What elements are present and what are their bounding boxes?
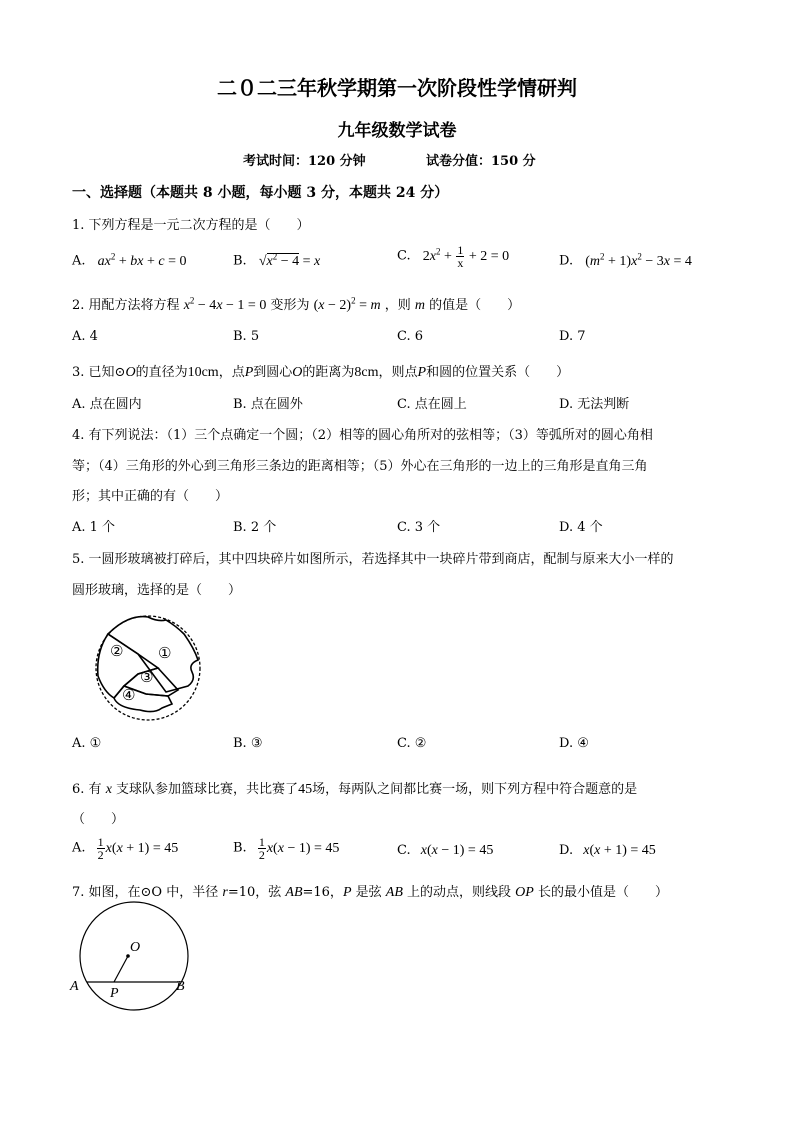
circle-chord-figure [66,900,196,1012]
option-letter: D. [559,253,574,269]
q2-option-d: D. 7 [559,329,586,344]
q3-option-a: A. 点在圆内 [72,397,142,412]
question-5-line-2: 圆形玻璃，选择的是（ ） [72,583,242,598]
option-letter: D. [559,843,574,858]
stem-text: 到圆心 [253,365,293,380]
match-count: 45 [298,782,313,797]
question-4-line-3: 形；其中正确的有（ ） [72,489,229,504]
question-2-stem [72,294,520,314]
question-5-line-1: 5. 一圆形玻璃被打碎后，其中四块碎片如图所示，若选择其中一块碎片带到商店，配制与原来大小一样的 [72,552,674,567]
var-r: r [222,885,228,900]
stem-text: 上的动点，则线段 [402,885,516,900]
option-letter: A. [72,253,86,269]
option-letter: C. [397,248,411,264]
unit-value: 10cm [187,365,219,380]
q6-option-a-expr: $\frac{1}{2}$ x(x + 1) = 45 [97,835,179,862]
exam-subtitle: 九年级数学试卷 [337,121,457,141]
question-1-stem: 1. 下列方程是一元二次方程的是（ ） [72,218,310,233]
question-3-stem [72,361,569,381]
var-P: P [417,365,427,380]
stem-text: 7. 如图，在⊙O 中，半径 [72,885,223,900]
option-letter: B. [233,253,247,269]
q4-option-a: A. 1 个 [72,520,116,535]
q1-option-a [72,251,187,270]
var-AB: AB [285,885,303,900]
q1-option-c-expr: $2x^2$ + $\frac{1}{x}$ + 2 = 0 [422,243,510,270]
stem-text: 支球队参加篮球比赛，共比赛了 [116,782,299,797]
q5-option-d: D. ④ [559,736,589,751]
question-6-line-2: （ ） [72,812,125,827]
stem-text: =10，弦 [227,885,286,900]
var-AB: AB [385,885,403,900]
stem-text: 6. 有 [72,782,102,797]
exam-time: 考试时间：120 分钟 [243,154,366,169]
q1-option-d-expr: $(m^2 + 1)x^2 - 3x = 4$ [585,251,692,269]
question-4-line-2: 等；（4）三角形的外心到三角形三条边的距离相等；（5）外心在三角形的一边上的三角形是直角三角 [72,459,648,474]
q6-option-c [397,843,493,859]
q1-option-a-expr: $ax^2$ + bx + c = 0 [97,251,187,269]
stem-text: 的距离为 [302,365,355,380]
var-x: x [105,782,112,797]
q1-option-c [397,244,509,269]
q6-option-d [559,843,656,859]
stem-text: ，则点 [378,365,418,380]
stem-text: 的值是（ ） [429,298,521,313]
q6-option-a [72,836,178,861]
q3-option-b: B. 点在圆外 [233,397,303,412]
section-heading: 一、选择题（本题共 8 小题，每小题 3 分，本题共 24 分） [72,185,449,201]
q6-option-c-expr: x(x − 1) = 45 [420,843,494,858]
option-letter: A. [72,840,86,856]
q1-option-d [559,251,692,270]
q5-option-a: A. ① [72,736,102,751]
unit-value: 8cm [354,365,379,380]
exam-score: 试卷分值：150 分 [426,154,536,169]
q6-option-b-expr: $\frac{1}{2}$ x(x − 1) = 45 [258,835,340,862]
var-O: O [125,365,136,380]
var-P: P [342,885,352,900]
circle-o [80,902,188,1010]
q2-option-c: C. 6 [397,329,424,344]
q3-option-d: D. 无法判断 [559,397,630,412]
var-P: P [244,365,254,380]
q4-option-d: D. 4 个 [559,520,603,535]
var-O: O [292,365,303,380]
q6-option-b [233,836,339,861]
stem-text: ，则 [384,298,411,313]
q2-option-b: B. 5 [233,329,260,344]
label-a: A [70,979,79,994]
q6-option-d-expr: x(x + 1) = 45 [583,843,656,858]
q4-option-c: C. 3 个 [397,520,441,535]
q1-option-b-expr: $√x^2 - 4 = x$ [258,251,321,269]
q2-equation: $x^2 - 4x - 1 = 0$ [183,295,267,313]
question-7-stem [72,881,668,901]
var-OP: OP [515,885,534,900]
exam-title: 二０二三年秋学期第一次阶段性学情研判 [217,76,577,100]
stem-text: 场，每两队之间都比赛一场，则下列方程中符合题意的是 [312,782,638,797]
fragment-label-1: ① [158,644,172,662]
q3-option-c: C. 点在圆上 [397,397,467,412]
glass-fragments-figure [88,612,208,722]
q5-option-b: B. ③ [233,736,263,751]
question-4-line-1: 4. 有下列说法：（1）三个点确定一个圆；（2）相等的圆心角所对的弦相等；（3）等弧所对的圆心角相 [72,428,653,443]
q2-option-a: A. 4 [72,329,98,344]
stem-text: 的直径为 [135,365,188,380]
option-letter: B. [233,840,247,856]
stem-text: 2. 用配方法将方程 [72,298,180,313]
fragment-label-2: ② [110,642,124,660]
stem-text: 是弦 [351,885,386,900]
label-p: P [110,986,119,1001]
segment-op [114,956,128,982]
stem-text: 3. 已知⊙ [72,365,126,380]
fragment-label-3: ③ [140,668,154,686]
label-b: B [176,979,185,994]
option-letter: C. [397,843,411,858]
question-6-stem [72,778,637,798]
q4-option-b: B. 2 个 [233,520,277,535]
q2-form: $(x - 2)^2 = m$ [313,295,381,313]
q5-option-c: C. ② [397,736,427,751]
stem-text: 变形为 [270,298,310,313]
label-o: O [130,940,141,955]
q1-option-b [233,251,320,270]
stem-text: ，点 [218,365,245,380]
stem-text: =16， [302,885,343,900]
fragment-label-4: ④ [122,686,136,704]
stem-text: 和圆的位置关系（ ） [426,365,570,380]
var-m: m [414,298,426,313]
stem-text: 长的最小值是（ ） [533,885,668,900]
